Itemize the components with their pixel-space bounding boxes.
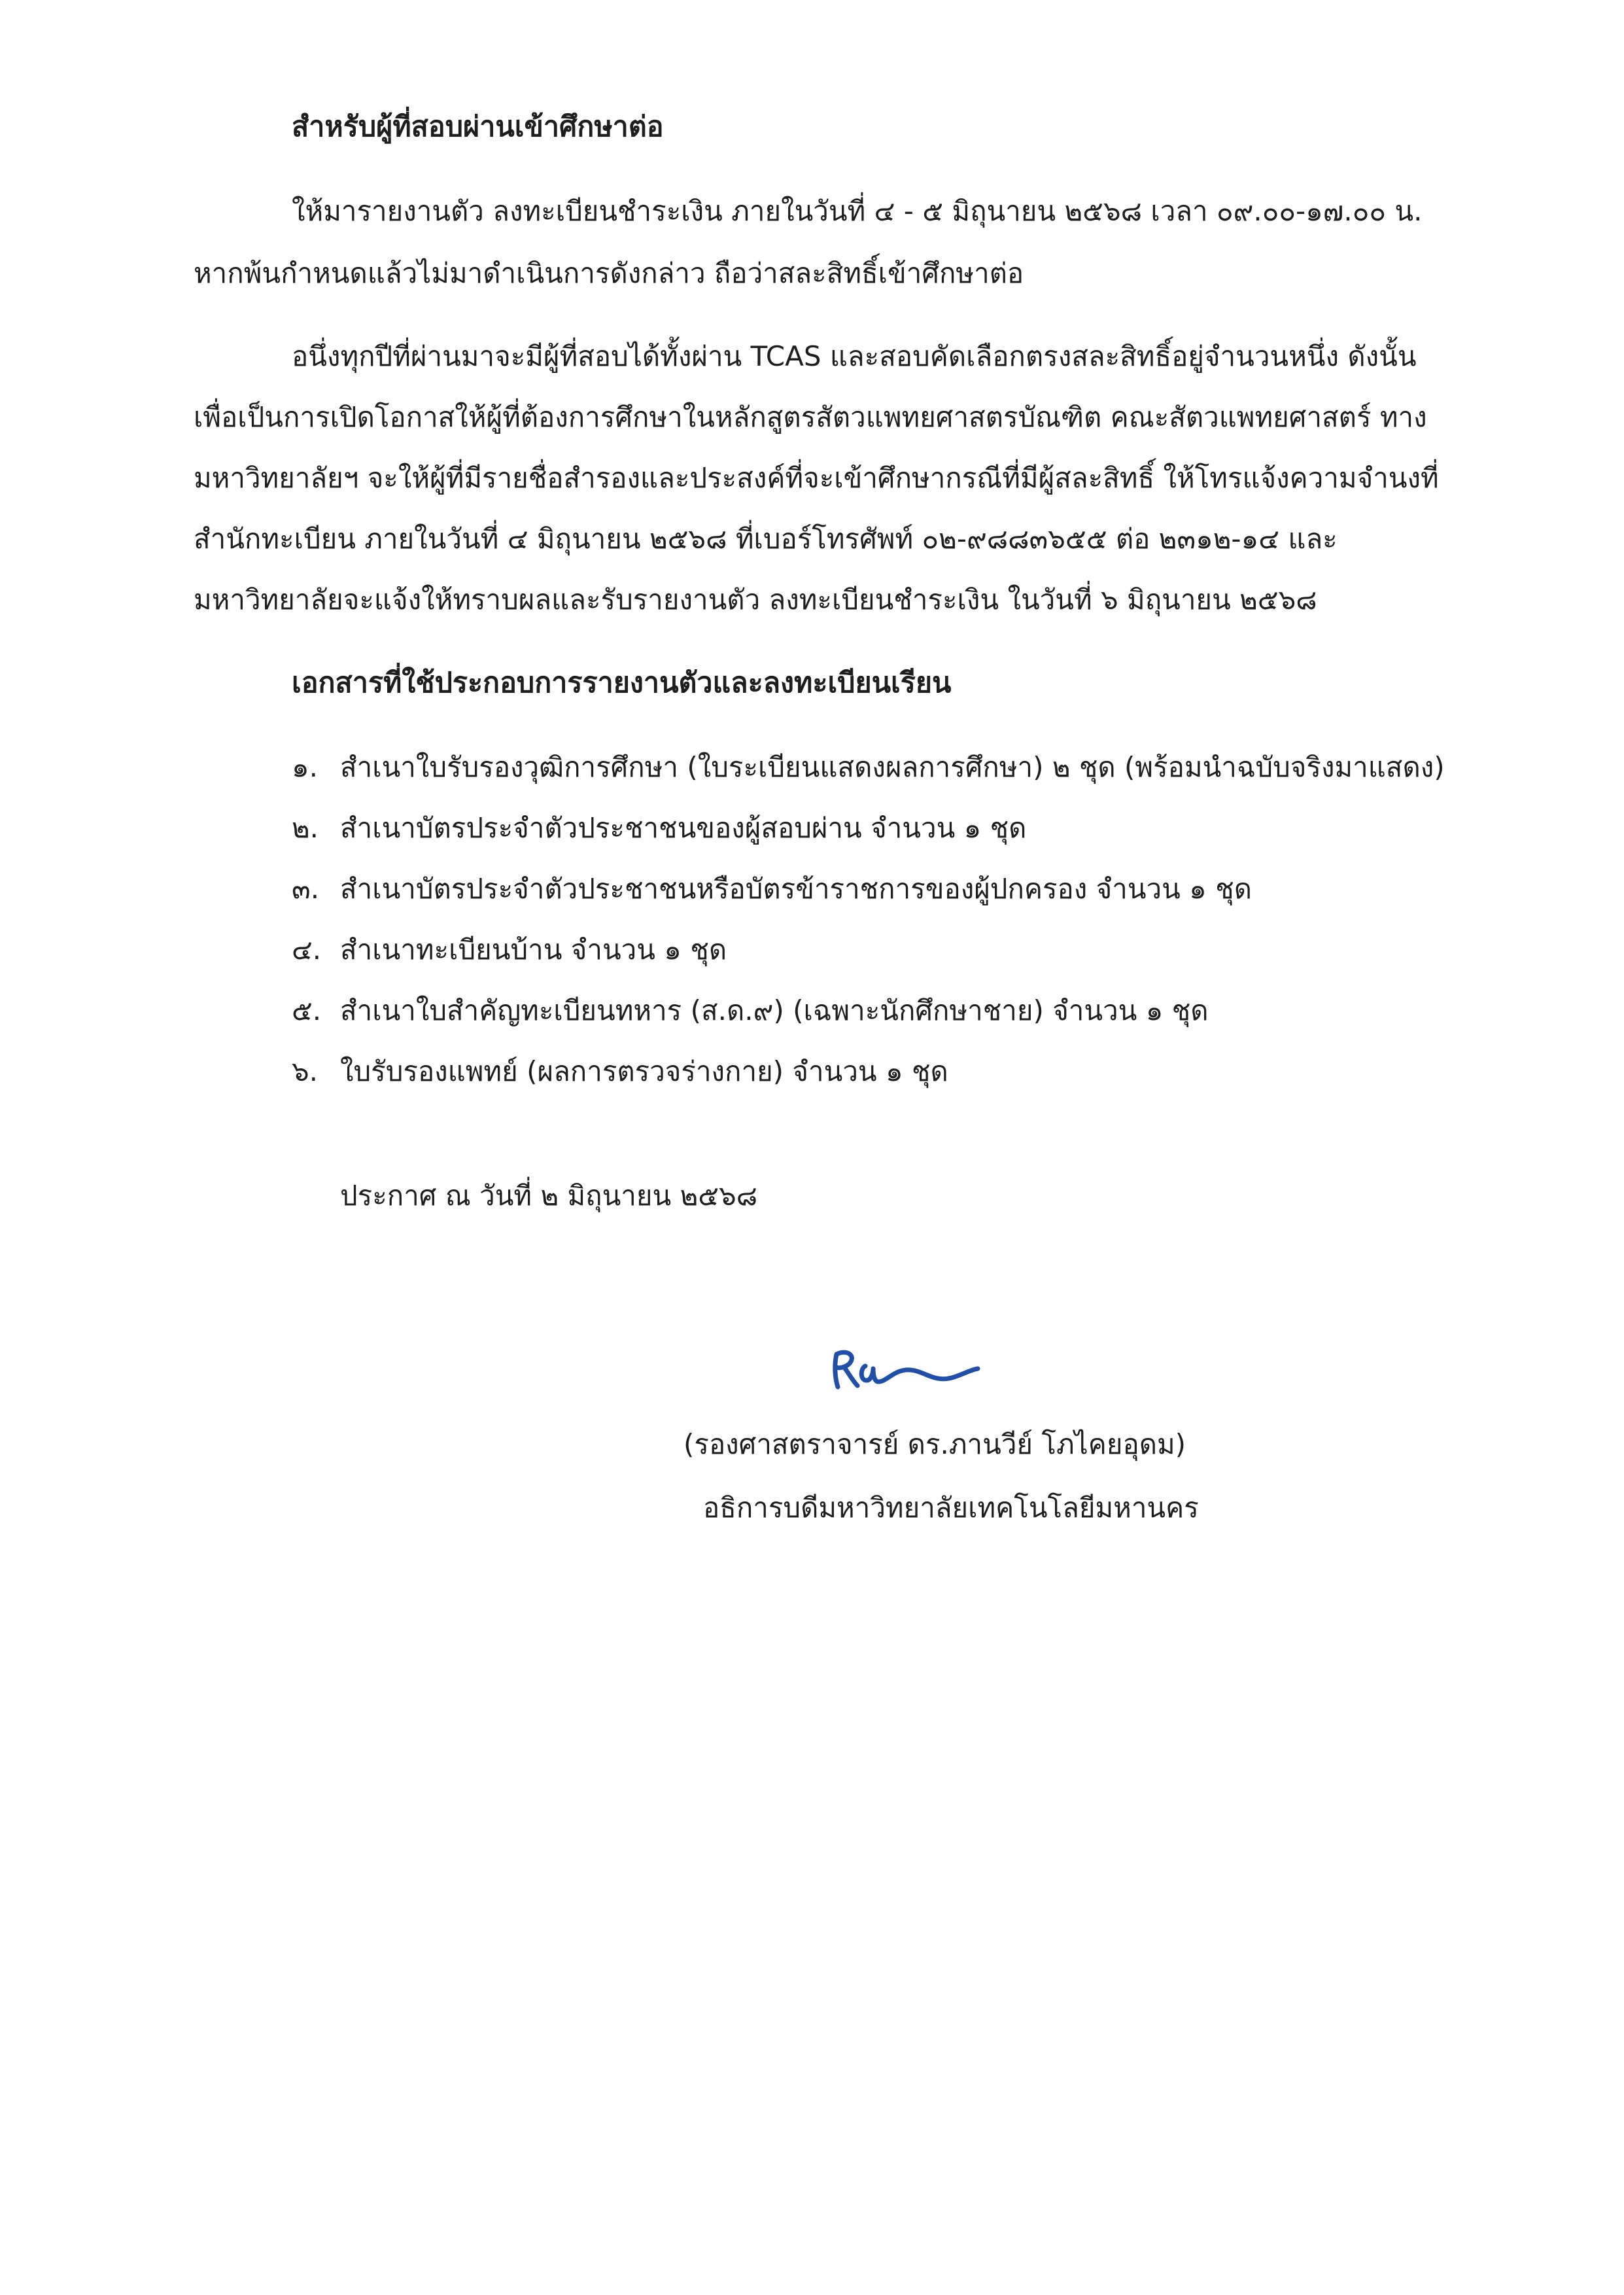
paragraph2-line5: มหาวิทยาลัยจะแจ้งให้ทราบผลและรับรายงานตัว ลงทะเบียนชำระเงิน ในวันที่ ๖ มิถุนายน ๒๕๖๘ [194,584,1317,616]
paragraph2-line3: มหาวิทยาลัยฯ จะให้ผู้ที่มีรายชื่อสำรองและประสงค์ที่จะเข้าศึกษากรณีที่มีผู้สละสิทธิ์ ให้โทรแจ้งความจำนงที่ [194,462,1439,494]
section-heading: สำหรับผู้ที่สอบผ่านเข้าศึกษาต่อ [292,111,664,143]
document-item-text: สำเนาใบรับรองวุฒิการศึกษา (ใบระเบียนแสดงผลการศึกษา) ๒ ชุด (พร้อมนำฉบับจริงมาแสดง) [340,751,1445,783]
paragraph2-line2: เพื่อเป็นการเปิดโอกาสให้ผู้ที่ต้องการศึกษาในหลักสูตรสัตวแพทยศาสตรบัณฑิต คณะสัตวแพทยศาสตร์ ทาง [194,401,1427,433]
document-item-number: ๖. [292,1055,319,1087]
paragraph2-line4: สำนักทะเบียน ภายในวันที่ ๔ มิถุนายน ๒๕๖๘ ที่เบอร์โทรศัพท์ ๐๒-๙๘๘๓๖๕๕ ต่อ ๒๓๑๒-๑๔ และ [194,523,1338,555]
document-item-text: สำเนาบัตรประจำตัวประชาชนหรือบัตรข้าราชการของผู้ปกครอง จำนวน ๑ ชุด [340,873,1252,905]
document-item-number: ๑. [292,751,319,783]
document-item-number: ๓. [292,873,320,905]
document-item [292,869,1252,909]
document-item [292,930,727,970]
paragraph1-line1: ให้มารายงานตัว ลงทะเบียนชำระเงิน ภายในวันที่ ๔ - ๕ มิถุนายน ๒๕๖๘ เวลา ๐๙.๐๐-๑๗.๐๐ น. [292,195,1423,227]
document-item-text: สำเนาบัตรประจำตัวประชาชนของผู้สอบผ่าน จำนวน ๑ ชุด [340,812,1027,844]
paragraph1-line2: หากพ้นกำหนดแล้วไม่มาดำเนินการดังกล่าว ถือว่าสละสิทธิ์เข้าศึกษาต่อ [194,257,1024,289]
documents-heading: เอกสารที่ใช้ประกอบการรายงานตัวและลงทะเบียนเรียน [292,667,952,699]
announcement-date: ประกาศ ณ วันที่ ๒ มิถุนายน ๒๕๖๘ [340,1180,758,1212]
document-item [292,991,1209,1030]
document-item [292,1052,948,1091]
document-item [292,748,1445,787]
document-item-number: ๒. [292,812,319,844]
document-item-text: ใบรับรองแพทย์ (ผลการตรวจร่างกาย) จำนวน ๑ ชุด [340,1055,948,1087]
document-item-number: ๔. [292,934,322,966]
signer-title: อธิการบดีมหาวิทยาลัยเทคโนโลยีมหานคร [703,1492,1199,1524]
handwritten-signature [827,1346,984,1399]
document-item [292,809,1026,848]
document-item-text: สำเนาทะเบียนบ้าน จำนวน ๑ ชุด [340,934,727,966]
paragraph2-line1: อนึ่งทุกปีที่ผ่านมาจะมีผู้ที่สอบได้ทั้งผ่าน TCAS และสอบคัดเลือกตรงสละสิทธิ์อยู่จำนวนหนึ่ง ดังนั้น [292,340,1417,372]
document-item-number: ๕. [292,994,322,1026]
signer-name: (รองศาสตราจารย์ ดร.ภานวีย์ โภไคยอุดม) [683,1428,1186,1460]
document-item-text: สำเนาใบสำคัญทะเบียนทหาร (ส.ด.๙) (เฉพาะนักศึกษาชาย) จำนวน ๑ ชุด [340,994,1209,1026]
